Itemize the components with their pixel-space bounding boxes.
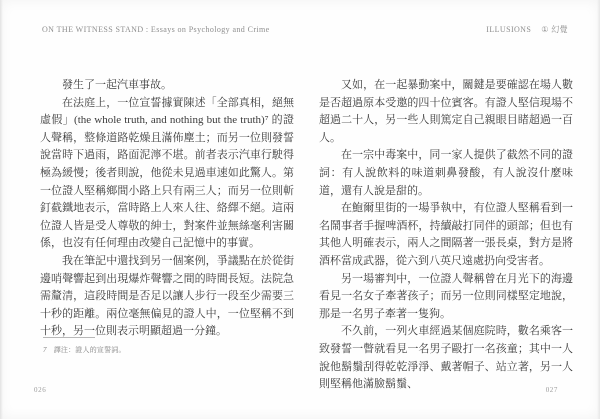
right-page-body — [319, 77, 573, 394]
paragraph: 不久前，一列火車經過某個庭院時，數名乘客一致發誓一瞥就看見一名男子毆打一名孩童；其中一人說他鬍鬚刮得乾乾淨淨、戴著帽子、站立著，另一人則堅稱他滿臉鬍鬚、 — [319, 325, 573, 391]
running-head-right-title: ILLUSIONS — [486, 25, 532, 34]
running-head-left: ON THE WITNESS STAND : Essays on Psychology and Crime — [42, 25, 270, 34]
paragraph: 發生了一起汽車事故。 — [62, 79, 172, 91]
left-page-body — [40, 77, 294, 341]
paragraph: 在法庭上，一位宣誓據實陳述「全部真相，絕無虛假」(the whole truth, and nothing but the truth)⁷ 的證人聲稱，整條道路乾燥且滿佈塵土；而另一位則發誓說當時下過雨，路面泥濘不堪。前者表示汽車行駛得極為緩慢；後者則說，他從未見過車速如此驚人。第一位證人堅稱鄉間小路上只有兩三人；而另一位則斬釘截鐵地表示，當時路上人來人往、絡繹不絕。這兩位證人皆是受人尊敬的紳士，對案件並無絲毫利害關係，也沒有任何理由改變自己記憶中的事實。 — [40, 96, 294, 250]
folio-left: 026 — [34, 386, 47, 394]
folio-right: 027 — [545, 386, 558, 394]
paragraph: 另一場審判中，一位證人聲稱曾在月光下的海邊看見一名女子牽著孩子；而另一位則同樣堅定地說，那是一名男子牽著一隻狗。 — [319, 272, 573, 320]
running-head-right — [486, 25, 568, 35]
paragraph: 在鮑爾里街的一場爭執中，有位證人堅稱看到一名鬧事者手握啤酒杯，持續敲打同伴的頭部；但也有其他人明確表示，兩人之間隔著一張長桌，對方是將酒杯當成武器，從六到八英尺遠處扔向受害者。 — [319, 202, 573, 267]
footnote-block — [43, 337, 263, 355]
paragraph: 又如，在一起暴動案中，關鍵是要確認在場人數是否超過原本受邀的四十位賓客。有證人堅信現場不超過二十人，另一些人則篤定自己親眼目睹超過一百人。 — [319, 79, 573, 144]
footnote-text — [43, 346, 263, 355]
footnote-rule — [43, 337, 95, 338]
running-head-right-chapter: ① 幻覺 — [541, 25, 568, 34]
page-edge-left — [0, 0, 3, 419]
footnote-content: 譯注：證人的宣誓詞。 — [53, 346, 126, 354]
paragraph: 在一宗中毒案中，同一家人提供了截然不同的證詞：有人說飲料的味道刺鼻發酸，有人說沒什麼味道，還有人說是甜的。 — [319, 149, 573, 197]
paragraph: 我在筆記中還找到另一個案例，爭議點在於從街邊哨聲響起到出現爆炸聲響之間的時間長短。法院急需釐清，這段時間是否足以讓人步行一段至少需要三十秒的距離。兩位毫無偏見的證人中，一位堅稱不到十秒，另一位則表示明顯超過一分鐘。 — [40, 254, 294, 338]
footnote-marker: 7 — [43, 346, 47, 354]
